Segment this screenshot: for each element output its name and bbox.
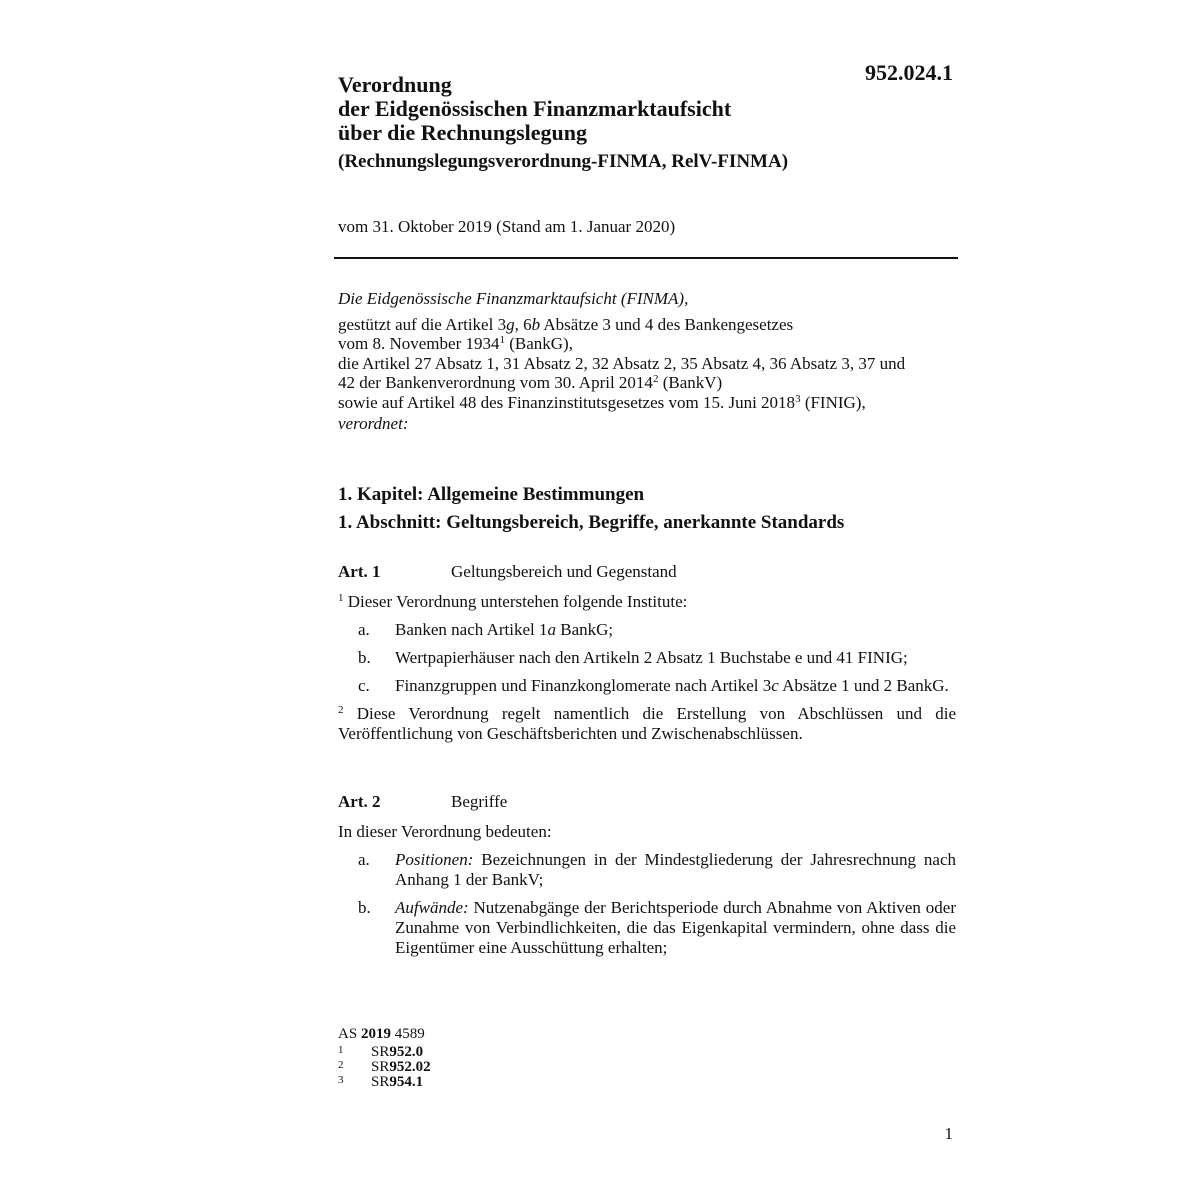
preamble bbox=[338, 289, 958, 434]
article-list bbox=[358, 620, 956, 696]
section-heading: 1. Abschnitt: Geltungsbereich, Begriffe, anerkannte Standards bbox=[338, 512, 845, 533]
article-title: Begriffe bbox=[451, 792, 508, 811]
chapter-heading: 1. Kapitel: Allgemeine Bestimmungen bbox=[338, 484, 645, 505]
page-number: 1 bbox=[944, 1124, 953, 1143]
title-line-3: über die Rechnungslegung bbox=[338, 120, 587, 145]
divider bbox=[334, 257, 958, 259]
sr-number: 952.024.1 bbox=[865, 60, 953, 85]
article-list bbox=[358, 850, 956, 958]
article-number: Art. 1 bbox=[338, 562, 381, 581]
footnote-ref[interactable]: 3 bbox=[795, 392, 801, 405]
date-line: vom 31. Oktober 2019 (Stand am 1. Januar 2020) bbox=[338, 217, 676, 236]
list-item: a. Positionen: Bezeichnungen in der Mindestgliederung der Jahresrechnung nach Anhang 1 der BankV; bbox=[358, 850, 956, 889]
document-title bbox=[338, 73, 958, 173]
list-item: c. Finanzgruppen und Finanzkonglomerate nach Artikel 3c Absätze 1 und 2 BankG. bbox=[358, 676, 949, 695]
article-paragraph: In dieser Verordnung bedeuten: bbox=[338, 822, 552, 841]
footnote: 2 SR 952.02 bbox=[338, 1059, 431, 1075]
footnote: 1 SR 952.0 bbox=[338, 1044, 424, 1060]
preamble-line: sowie auf Artikel 48 des Finanzinstitutsgesetzes vom 15. Juni 2018$^3$ (FINIG), bbox=[338, 392, 866, 412]
preamble-verordnet: verordnet: bbox=[338, 414, 409, 433]
footnotes bbox=[338, 1027, 431, 1090]
preamble-authority: Die Eidgenössische Finanzmarktaufsicht (FINMA), bbox=[338, 289, 689, 308]
list-item: b. Aufwände: Nutzenabgänge der Berichtsperiode durch Abnahme von Aktiven oder Zunahme von Verbindlichkeiten, die das Eigenkapital vermindern, ohne dass die Eigentümer eine Ausschüttung erhalten; bbox=[358, 898, 956, 957]
list-item: b. Wertpapierhäuser nach den Artikeln 2 Absatz 1 Buchstabe e und 41 FINIG; bbox=[358, 648, 908, 667]
article-paragraph: $^1$ Dieser Verordnung unterstehen folgende Institute: bbox=[338, 592, 688, 611]
footnote-ref[interactable]: 1 bbox=[499, 334, 505, 346]
article-title: Geltungsbereich und Gegenstand bbox=[451, 562, 677, 581]
preamble-line: vom 8. November 1934$^1$ (BankG), bbox=[338, 334, 573, 353]
article-header bbox=[338, 792, 956, 812]
title-line-2: der Eidgenössischen Finanzmarktaufsicht bbox=[338, 96, 732, 121]
article-number: Art. 2 bbox=[338, 792, 381, 811]
list-item: a. Banken nach Artikel 1a BankG; bbox=[358, 620, 614, 639]
article-2 bbox=[338, 792, 956, 966]
preamble-line: die Artikel 27 Absatz 1, 31 Absatz 2, 32 Absatz 2, 35 Absatz 4, 36 Absatz 3, 37 und bbox=[338, 353, 906, 373]
article-paragraph: $^2$ Diese Verordnung regelt namentlich die Erstellung von Abschlüssen und die Veröffentlichung von Geschäftsberichten und Zwischenabschlüssen. bbox=[338, 704, 956, 743]
article-header bbox=[338, 562, 956, 582]
title-line-1: Verordnung bbox=[338, 72, 452, 97]
footnote: 3 SR 954.1 bbox=[338, 1074, 424, 1090]
official-collection-ref: AS 2019 4589 bbox=[338, 1026, 425, 1042]
article-1 bbox=[338, 562, 956, 744]
preamble-line: gestützt auf die Artikel 3g, 6b Absätze 3 und 4 des Bankengesetzes bbox=[338, 314, 794, 334]
footnote-ref[interactable]: 2 bbox=[652, 373, 659, 385]
title-short: (Rechnungslegungsverordnung-FINMA, RelV-FINMA) bbox=[338, 151, 789, 172]
preamble-line: 42 der Bankenverordnung vom 30. April 2014$^2$ (BankV) bbox=[338, 373, 723, 392]
